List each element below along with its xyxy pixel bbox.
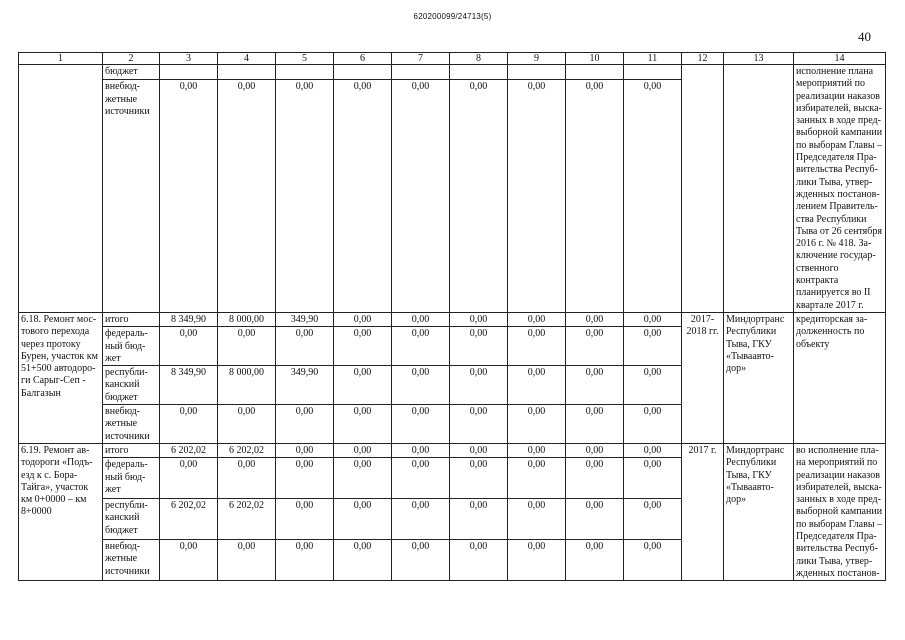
funding-source: внебюд- жетные источники [103,540,160,581]
column-number-4: 4 [218,53,276,65]
value-cell: 0,00 [392,540,450,581]
value-cell: 8 000,00 [218,312,276,326]
value-cell: 0,00 [334,443,392,457]
value-cell: 349,90 [276,366,334,405]
column-number-13: 13 [724,53,794,65]
value-cell: 8 349,90 [160,312,218,326]
value-cell: 0,00 [624,499,682,540]
column-number-8: 8 [450,53,508,65]
value-cell: 0,00 [624,366,682,405]
value-cell: 0,00 [450,327,508,366]
value-cell: 0,00 [276,540,334,581]
value-cell [334,65,392,80]
value-cell: 6 202,02 [160,443,218,457]
value-cell: 0,00 [508,458,566,499]
funding-source: федераль- ный бюд- жет [103,327,160,366]
value-cell: 0,00 [508,405,566,444]
note: во исполнение пла-на мероприятий по реализации наказов избирателей, выска-занных в ходе пред-выборной кампании по выборам Главы – Председателя Пра-вительства Респуб-лики Тыва, утвер-жденных постанов- [794,443,886,580]
column-number-1: 1 [19,53,103,65]
value-cell: 0,00 [450,443,508,457]
value-cell: 8 000,00 [218,366,276,405]
value-cell: 0,00 [566,540,624,581]
value-cell: 0,00 [218,327,276,366]
value-cell: 0,00 [508,540,566,581]
value-cell: 0,00 [276,405,334,444]
column-number-12: 12 [682,53,724,65]
value-cell: 0,00 [276,327,334,366]
column-number-5: 5 [276,53,334,65]
value-cell: 0,00 [334,327,392,366]
value-cell: 0,00 [160,458,218,499]
value-cell: 0,00 [160,80,218,313]
value-cell: 0,00 [450,312,508,326]
funding-source: республи- канский бюджет [103,499,160,540]
value-cell: 0,00 [392,499,450,540]
table-row [19,312,886,326]
value-cell: 0,00 [566,405,624,444]
funding-source: итого [103,443,160,457]
funding-source: внебюд- жетные источники [103,405,160,444]
value-cell: 0,00 [334,458,392,499]
value-cell: 0,00 [392,312,450,326]
period-cell [682,65,724,313]
value-cell: 0,00 [276,499,334,540]
value-cell: 349,90 [276,312,334,326]
value-cell: 0,00 [508,499,566,540]
value-cell: 0,00 [624,405,682,444]
note: кредиторская за-долженность по объекту [794,312,886,443]
executor: Миндортранс Республики Тыва, ГКУ «Тываавто-дор» [724,312,794,443]
funding-source: федераль- ный бюд- жет [103,458,160,499]
value-cell: 0,00 [392,458,450,499]
value-cell: 0,00 [566,499,624,540]
value-cell: 0,00 [508,366,566,405]
value-cell: 6 202,02 [218,443,276,457]
value-cell: 0,00 [624,443,682,457]
value-cell: 0,00 [276,458,334,499]
value-cell: 0,00 [566,327,624,366]
table-row [19,443,886,457]
value-cell [160,65,218,80]
value-cell: 0,00 [624,80,682,313]
period: 2017 г. [682,443,724,580]
value-cell: 0,00 [566,366,624,405]
value-cell: 0,00 [160,405,218,444]
funding-source: итого [103,312,160,326]
value-cell: 6 202,02 [160,499,218,540]
value-cell: 0,00 [566,443,624,457]
value-cell: 0,00 [624,540,682,581]
value-cell: 0,00 [450,405,508,444]
value-cell [624,65,682,80]
value-cell: 0,00 [218,540,276,581]
value-cell: 0,00 [392,80,450,313]
column-number-7: 7 [392,53,450,65]
note-cell: исполнение плана мероприятий по реализации наказов избирателей, выска-занных в ходе пред-выборной кампании по выборам Главы – Председателя Пра-вительства Респуб-лики Тыва, утвер-жденных постанов-лением Правитель-ства Республики Тыва от 26 сентября 2016 г. № 418. За-ключение государ-ственного контракта планируется во II квартале 2017 г. [794,65,886,313]
value-cell: 0,00 [450,366,508,405]
value-cell: 0,00 [450,499,508,540]
value-cell: 0,00 [334,405,392,444]
value-cell: 0,00 [624,458,682,499]
value-cell: 0,00 [334,540,392,581]
page-number: 40 [858,29,871,44]
value-cell: 8 349,90 [160,366,218,405]
value-cell [276,65,334,80]
funding-source: республи- канский бюджет [103,366,160,405]
value-cell: 6 202,02 [218,499,276,540]
column-number-10: 10 [566,53,624,65]
value-cell: 0,00 [508,327,566,366]
funding-source: бюджет [103,65,160,80]
funding-source: внебюд- жетные источники [103,80,160,313]
column-number-6: 6 [334,53,392,65]
value-cell: 0,00 [624,327,682,366]
value-cell: 0,00 [334,499,392,540]
value-cell: 0,00 [218,405,276,444]
value-cell: 0,00 [450,458,508,499]
item-name: 6.18. Ремонт мос-тового перехода через протоку Бурен, участок км 51+500 автодоро-ги Сарыг-Сеп - Балгазын [19,312,103,443]
value-cell: 0,00 [392,405,450,444]
item-name: 6.19. Ремонт ав-тодороги «Подъ-езд к с. Бора-Тайга», участок км 0+0000 – км 8+0000 [19,443,103,580]
value-cell [450,65,508,80]
value-cell: 0,00 [450,80,508,313]
value-cell [218,65,276,80]
value-cell: 0,00 [392,366,450,405]
value-cell: 0,00 [334,80,392,313]
period: 2017- 2018 гг. [682,312,724,443]
header-row [19,53,886,65]
value-cell: 0,00 [392,443,450,457]
value-cell: 0,00 [276,80,334,313]
executor-cell [724,65,794,313]
continuation-row [19,65,886,80]
value-cell: 0,00 [508,312,566,326]
value-cell: 0,00 [508,80,566,313]
item-name-cell [19,65,103,313]
value-cell: 0,00 [624,312,682,326]
value-cell: 0,00 [508,443,566,457]
value-cell: 0,00 [334,312,392,326]
value-cell: 0,00 [450,540,508,581]
value-cell: 0,00 [566,312,624,326]
column-number-14: 14 [794,53,886,65]
value-cell: 0,00 [160,327,218,366]
value-cell [566,65,624,80]
value-cell [508,65,566,80]
value-cell: 0,00 [334,366,392,405]
value-cell: 0,00 [566,80,624,313]
value-cell: 0,00 [218,80,276,313]
column-number-11: 11 [624,53,682,65]
column-number-9: 9 [508,53,566,65]
executor: Миндортранс Республики Тыва, ГКУ «Тываавто-дор» [724,443,794,580]
column-number-3: 3 [160,53,218,65]
value-cell [392,65,450,80]
document-id: 620200099/24713(5) [413,12,492,21]
value-cell: 0,00 [218,458,276,499]
value-cell: 0,00 [160,540,218,581]
value-cell: 0,00 [392,327,450,366]
column-number-2: 2 [103,53,160,65]
budget-table [18,52,886,581]
value-cell: 0,00 [276,443,334,457]
value-cell: 0,00 [566,458,624,499]
